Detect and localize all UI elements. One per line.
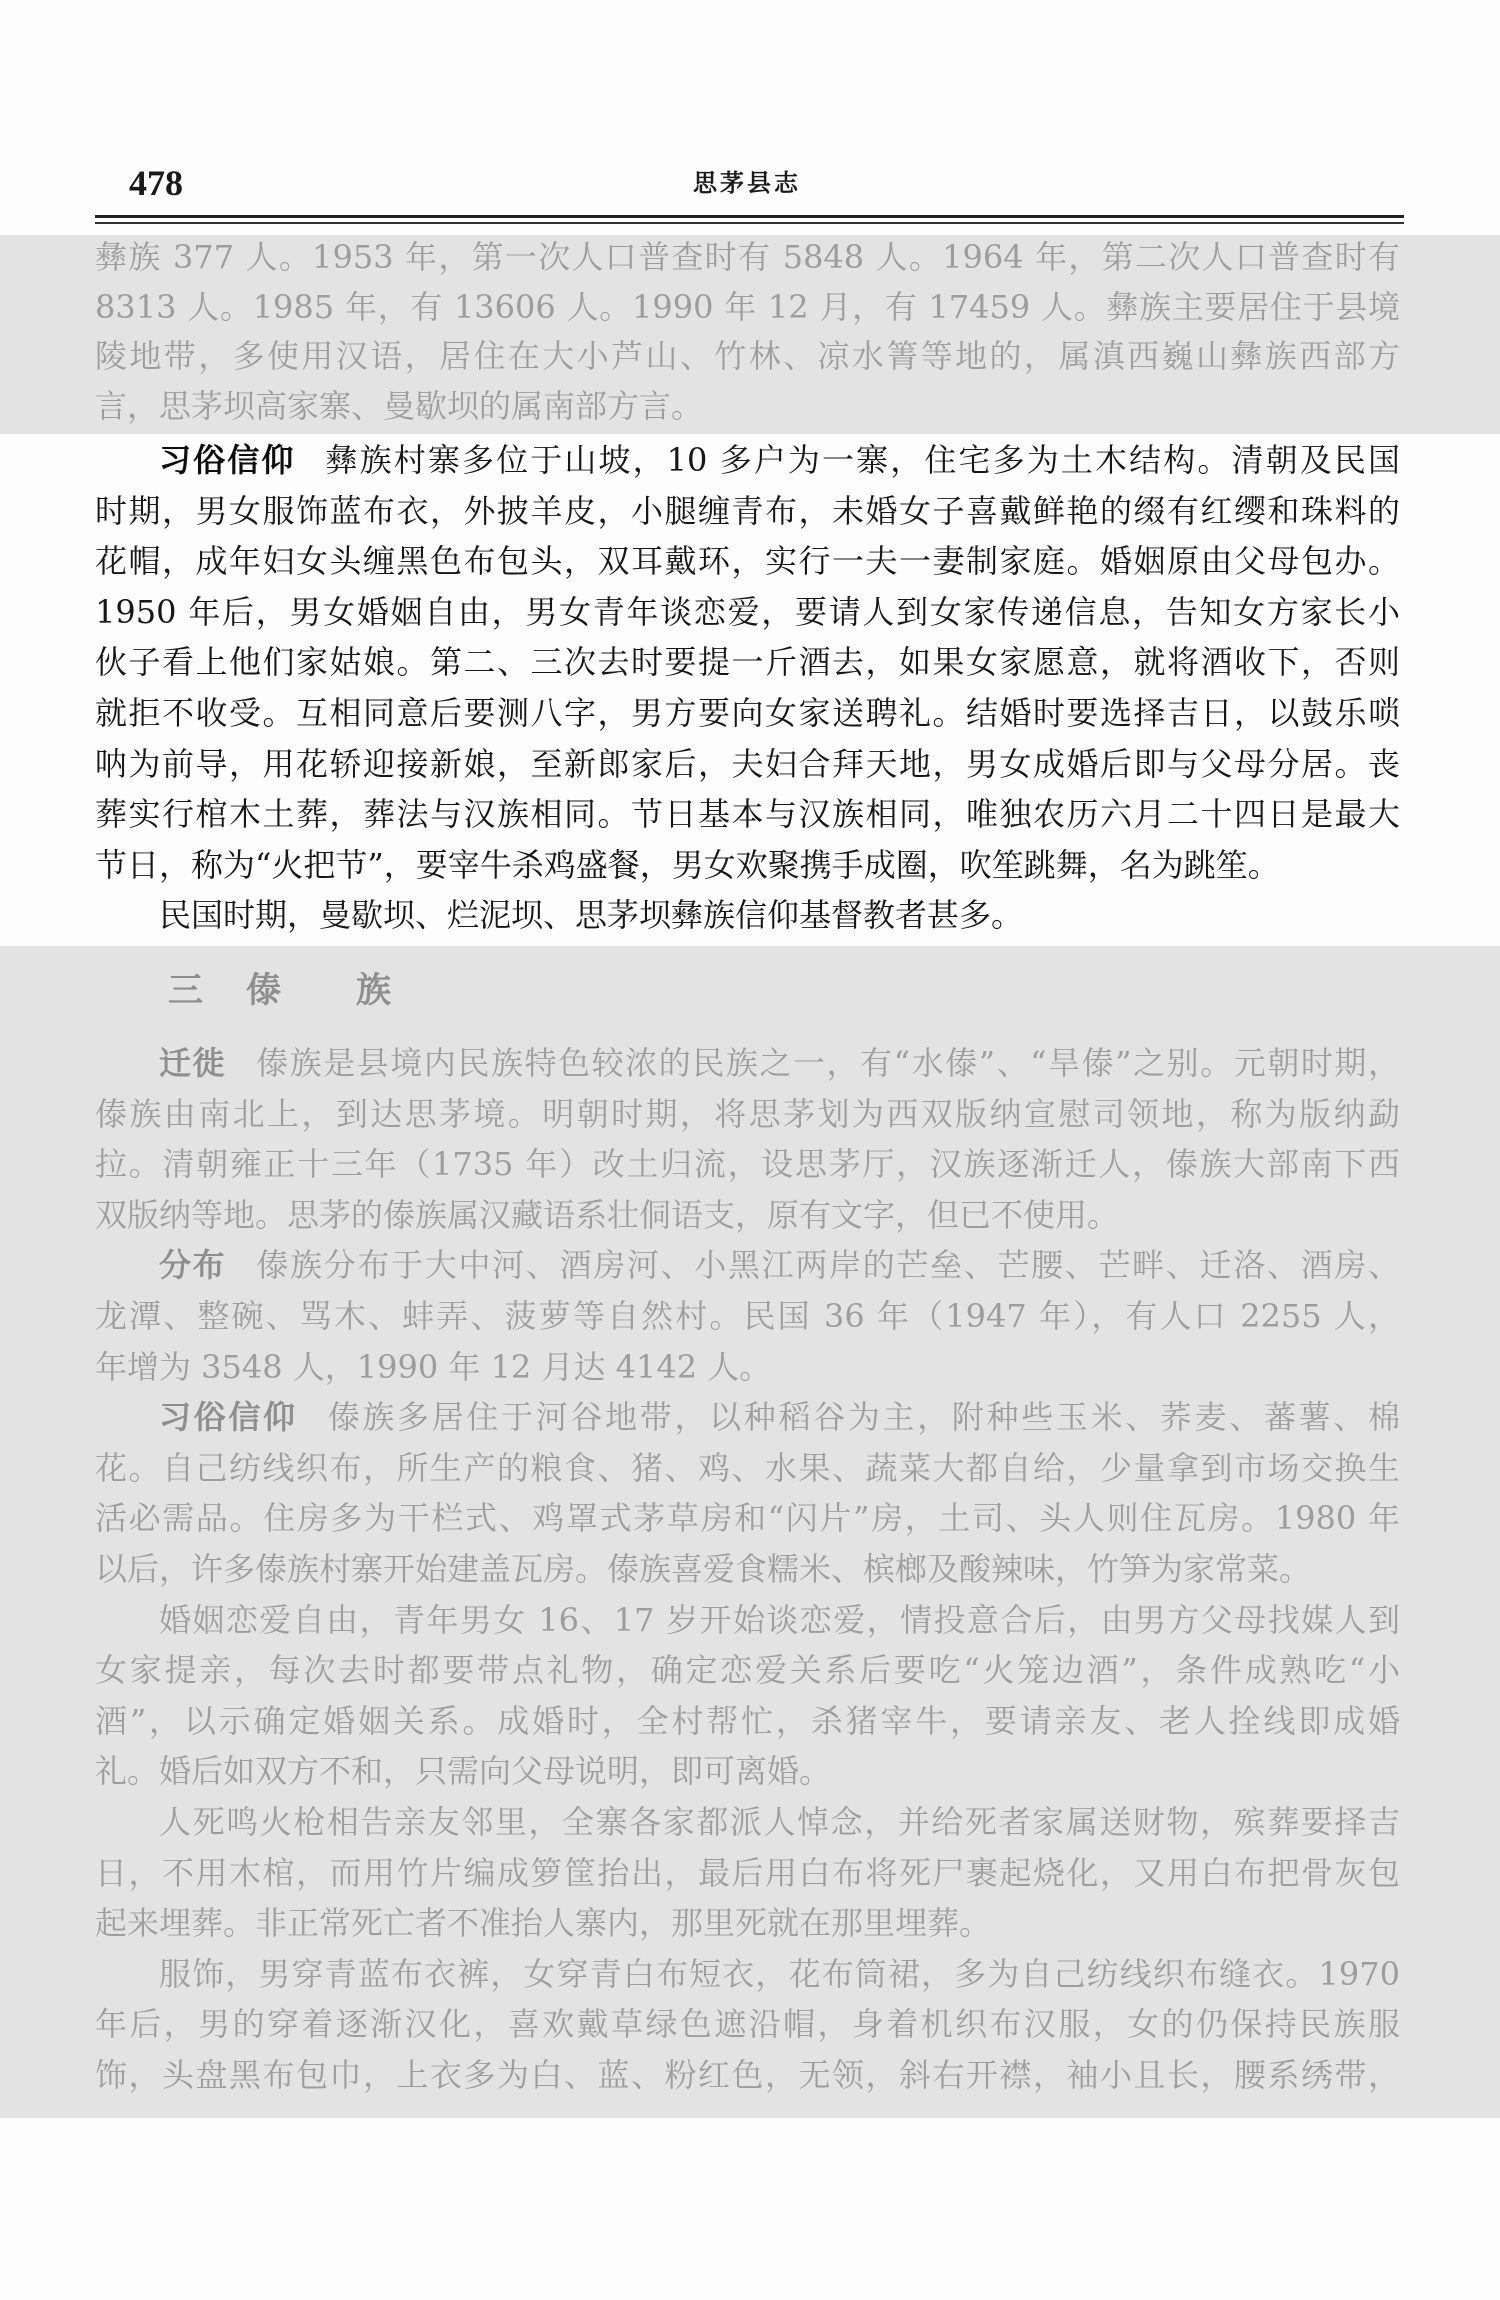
text-line: 龙潭、整碗、骂木、蚌弄、菠萝等自然村。民国 36 年（1947 年），有人口 2255 人， [95,1296,1400,1335]
text-line [95,1392,1400,1443]
text-line: 民国时期，曼歇坝、烂泥坝、思茅坝彝族信仰基督教者甚多。 [159,896,1024,935]
text-line: 拉。清朝雍正十三年（1735 年）改土归流，设思茅厅，汉族逐渐迁人，傣族大部南下西 [95,1145,1400,1184]
text-line: 8313 人。1985 年，有 13606 人。1990 年 12 月，有 17459 人。彝族主要居住于县境 [95,287,1400,326]
text-line-content: 傣族多居住于河谷地带，以种稻谷为主，附种些玉米、荞麦、蕃薯、棉 [327,1398,1400,1437]
text-line: 伙子看上他们家姑娘。第二、三次去时要提一斤酒去，如果女家愿意，就将酒收下，否则 [95,643,1400,682]
page-number: 478 [129,163,183,203]
text-line: 服饰，男穿青蓝布衣裤，女穿青白布短衣，花布筒裙，多为自己纺线织布缝衣。1970 [159,1954,1400,1993]
section-heading-number: 三 [168,971,204,1011]
text-line: 花帽，成年妇女头缠黑色布包头，双耳戴环，实行一夫一妻制家庭。婚姻原由父母包办。 [95,542,1400,581]
section-heading-char: 傣 [246,971,282,1011]
text-line [95,1240,1400,1291]
text-line: 酒”，以示确定婚姻关系。成婚时，全村帮忙，杀猪宰牛，要请亲友、老人拴线即成婚 [95,1701,1400,1740]
text-line: 葬实行棺木土葬，葬法与汉族相同。节日基本与汉族相同，唯独农历六月二十四日是最大 [95,795,1400,834]
text-line-content: 彝族村寨多位于山坡，10 多户为一寨，住宅多为土木结构。清朝及民国 [325,441,1400,479]
text-line: 人死鸣火枪相告亲友邻里，全寨各家都派人悼念，并给死者家属送财物，殡葬要择吉 [159,1802,1400,1841]
text-line: 就拒不收受。互相同意后要测八字，男方要向女家送聘礼。结婚时要选择吉日，以鼓乐唢 [95,693,1400,732]
text-line: 花。自己纺线织布，所生产的粮食、猪、鸡、水果、蔬菜大都自给，少量拿到市场交换生 [95,1448,1400,1487]
header-rule-thick [95,215,1404,218]
text-line: 呐为前导，用花轿迎接新娘，至新郎家后，夫妇合拜天地，男女成婚后即与父母分居。丧 [95,744,1400,783]
text-line: 彝族 377 人。1953 年，第一次人口普查时有 5848 人。1964 年，第二次人口普查时有 [95,238,1400,276]
text-line [95,1038,1400,1089]
section-label: 分布 [159,1246,227,1285]
running-title: 思茅县志 [693,168,801,197]
text-line: 1950 年后，男女婚姻自由，男女青年谈恋爱，要请人到女家传递信息，告知女方家长小 [95,592,1400,631]
text-line: 婚姻恋爱自由，青年男女 16、17 岁开始谈恋爱，情投意合后，由男方父母找媒人到 [159,1600,1400,1639]
text-line: 以后，许多傣族村寨开始建盖瓦房。傣族喜爱食糯米、槟榔及酸辣味，竹笋为家常菜。 [95,1549,1312,1588]
text-line: 时期，男女服饰蓝布衣，外披羊皮，小腿缠青布，未婚女子喜戴鲜艳的缀有红缨和珠料的 [95,491,1400,530]
header-rule-thin [95,222,1404,224]
text-line: 双版纳等地。思茅的傣族属汉藏语系壮侗语支，原有文字，但已不使用。 [95,1195,1120,1234]
text-line: 日，不用木棺，而用竹片编成箩筐抬出，最后用白布将死尸裹起烧化，又用白布把骨灰包 [95,1853,1400,1892]
text-line-content: 傣族是县境内民族特色较浓的民族之一，有“水傣”、“旱傣”之别。元朝时期， [256,1044,1400,1082]
text-line: 节日，称为“火把节”，要宰牛杀鸡盛餐，男女欢聚携手成圈，吹笙跳舞，名为跳笙。 [95,845,1280,884]
section-label: 迁徙 [159,1044,227,1082]
text-line: 礼。婚后如双方不和，只需向父母说明，即可离婚。 [95,1752,832,1791]
yi-customs-section [95,435,1400,941]
text-line: 言，思茅坝高家寨、曼歇坝的属南部方言。 [95,386,704,425]
text-line: 饰，头盘黑布包巾，上衣多为白、蓝、粉红色，无领，斜右开襟，袖小且长，腰系绣带， [95,2055,1400,2094]
text-line: 年增为 3548 人，1990 年 12 月达 4142 人。 [95,1347,772,1386]
yi-population-paragraph [95,233,1400,431]
section-label: 习俗信仰 [159,1398,298,1437]
dai-section [95,1038,1400,2100]
text-line [95,435,1400,486]
text-line: 陵地带，多使用汉语，居住在大小芦山、竹林、凉水箐等地的，属滇西巍山彝族西部方 [95,337,1400,375]
text-line: 女家提亲，每次去时都要带点礼物，确定恋爱关系后要吃“火笼边酒”，条件成熟吃“小 [95,1651,1400,1690]
section-heading-char: 族 [356,971,392,1011]
section-label: 习俗信仰 [159,441,296,479]
text-line: 傣族由南北上，到达思茅境。明朝时期，将思茅划为西双版纳宣慰司领地，称为版纳勐 [95,1094,1400,1133]
text-line: 起来埋葬。非正常死亡者不准抬人寨内，那里死就在那里埋葬。 [95,1904,992,1943]
text-line: 活必需品。住房多为干栏式、鸡罩式茅草房和“闪片”房，土司、头人则住瓦房。1980 年 [95,1499,1400,1538]
text-line-content: 傣族分布于大中河、酒房河、小黑江两岸的芒垒、芒腰、芒畔、迁洛、酒房、 [256,1246,1400,1285]
text-line: 年后，男的穿着逐渐汉化，喜欢戴草绿色遮沿帽，身着机织布汉服，女的仍保持民族服 [95,2005,1400,2044]
